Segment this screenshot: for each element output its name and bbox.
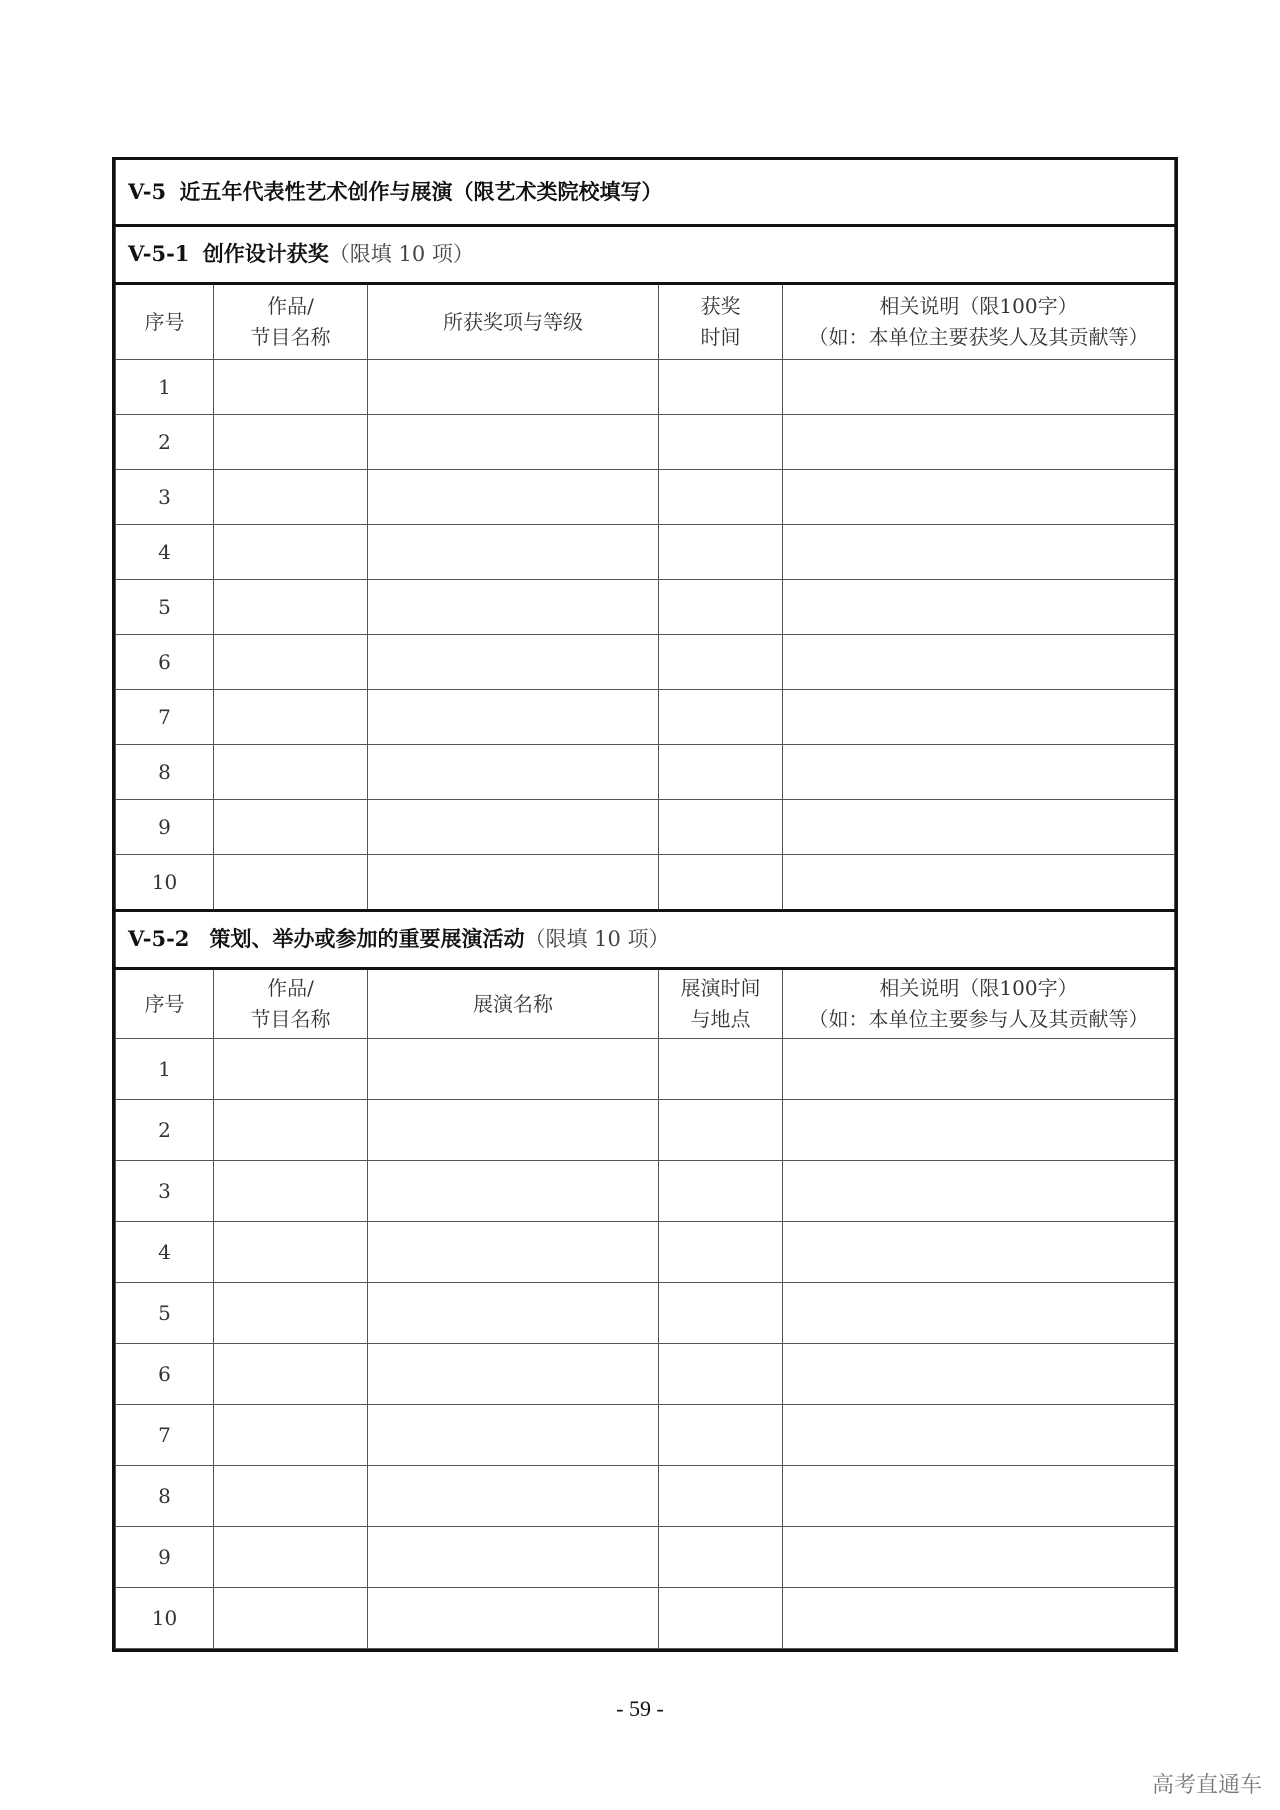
empty-cell[interactable] xyxy=(214,1527,368,1588)
empty-cell[interactable] xyxy=(214,360,368,415)
empty-cell[interactable] xyxy=(368,1405,659,1466)
empty-cell[interactable] xyxy=(659,1588,783,1649)
column-header: 所获奖项与等级 xyxy=(368,284,659,360)
empty-cell[interactable] xyxy=(659,1100,783,1161)
row-number: 4 xyxy=(116,525,214,580)
table-row xyxy=(116,1527,1175,1588)
table-row xyxy=(116,1344,1175,1405)
page-number: - 59 - xyxy=(616,1696,664,1721)
row-number: 6 xyxy=(116,635,214,690)
column-header: 作品/ 节目名称 xyxy=(214,969,368,1039)
row-number: 3 xyxy=(116,1161,214,1222)
empty-cell[interactable] xyxy=(368,1527,659,1588)
empty-cell[interactable] xyxy=(783,1161,1175,1222)
empty-cell[interactable] xyxy=(783,415,1175,470)
empty-cell[interactable] xyxy=(659,635,783,690)
empty-cell[interactable] xyxy=(659,1405,783,1466)
empty-cell[interactable] xyxy=(659,1283,783,1344)
empty-cell[interactable] xyxy=(214,635,368,690)
column-header: 展演时间 与地点 xyxy=(659,969,783,1039)
empty-cell[interactable] xyxy=(214,855,368,911)
subsection-1-title: V-5-1 创作设计获奖（限填 10 项） xyxy=(116,226,1175,284)
table-row xyxy=(116,1588,1175,1649)
table-row xyxy=(116,1283,1175,1344)
empty-cell[interactable] xyxy=(368,1161,659,1222)
column-header: 序号 xyxy=(116,284,214,360)
empty-cell[interactable] xyxy=(368,1466,659,1527)
empty-cell[interactable] xyxy=(659,470,783,525)
empty-cell[interactable] xyxy=(783,1405,1175,1466)
empty-cell[interactable] xyxy=(659,800,783,855)
empty-cell[interactable] xyxy=(214,1405,368,1466)
empty-cell[interactable] xyxy=(783,800,1175,855)
empty-cell[interactable] xyxy=(214,580,368,635)
empty-cell[interactable] xyxy=(214,1466,368,1527)
column-header: 展演名称 xyxy=(368,969,659,1039)
table-row xyxy=(116,1039,1175,1100)
row-number: 4 xyxy=(116,1222,214,1283)
row-number: 6 xyxy=(116,1344,214,1405)
row-number: 2 xyxy=(116,1100,214,1161)
empty-cell[interactable] xyxy=(659,745,783,800)
empty-cell[interactable] xyxy=(214,1100,368,1161)
subsection-2-title: V-5-2 策划、举办或参加的重要展演活动（限填 10 项） xyxy=(116,911,1175,969)
table-row xyxy=(116,1405,1175,1466)
empty-cell[interactable] xyxy=(214,470,368,525)
table-row xyxy=(116,1161,1175,1222)
empty-cell[interactable] xyxy=(783,1222,1175,1283)
table-header-1 xyxy=(116,284,1175,360)
empty-cell[interactable] xyxy=(783,580,1175,635)
empty-cell[interactable] xyxy=(783,745,1175,800)
column-header: 序号 xyxy=(116,969,214,1039)
table-row xyxy=(116,855,1175,911)
empty-cell[interactable] xyxy=(368,1222,659,1283)
table-row xyxy=(116,1100,1175,1161)
empty-cell[interactable] xyxy=(368,635,659,690)
table-row xyxy=(116,525,1175,580)
table-row xyxy=(116,635,1175,690)
column-header: 相关说明（限100字） （如：本单位主要获奖人及其贡献等） xyxy=(783,284,1175,360)
row-number: 10 xyxy=(116,855,214,911)
row-number: 5 xyxy=(116,1283,214,1344)
empty-cell[interactable] xyxy=(368,580,659,635)
table-row xyxy=(116,470,1175,525)
empty-cell[interactable] xyxy=(214,1039,368,1100)
empty-cell[interactable] xyxy=(214,1344,368,1405)
empty-cell[interactable] xyxy=(368,1100,659,1161)
column-header: 获奖 时间 xyxy=(659,284,783,360)
row-number: 1 xyxy=(116,1039,214,1100)
row-number: 7 xyxy=(116,1405,214,1466)
empty-cell[interactable] xyxy=(783,1588,1175,1649)
empty-cell[interactable] xyxy=(783,1344,1175,1405)
table-row xyxy=(116,415,1175,470)
empty-cell[interactable] xyxy=(368,1283,659,1344)
form-table xyxy=(112,157,1178,1652)
empty-cell[interactable] xyxy=(368,855,659,911)
row-number: 8 xyxy=(116,1466,214,1527)
empty-cell[interactable] xyxy=(659,1039,783,1100)
empty-cell[interactable] xyxy=(214,800,368,855)
table-row xyxy=(116,360,1175,415)
row-number: 8 xyxy=(116,745,214,800)
empty-cell[interactable] xyxy=(783,690,1175,745)
row-number: 3 xyxy=(116,470,214,525)
table-row xyxy=(116,580,1175,635)
empty-cell[interactable] xyxy=(783,1466,1175,1527)
empty-cell[interactable] xyxy=(368,1588,659,1649)
empty-cell[interactable] xyxy=(783,1100,1175,1161)
row-number: 2 xyxy=(116,415,214,470)
empty-cell[interactable] xyxy=(368,690,659,745)
row-number: 9 xyxy=(116,1527,214,1588)
empty-cell[interactable] xyxy=(659,855,783,911)
empty-cell[interactable] xyxy=(783,470,1175,525)
table-row xyxy=(116,1222,1175,1283)
empty-cell[interactable] xyxy=(659,525,783,580)
empty-cell[interactable] xyxy=(214,1283,368,1344)
empty-cell[interactable] xyxy=(659,580,783,635)
empty-cell[interactable] xyxy=(214,1588,368,1649)
empty-cell[interactable] xyxy=(659,1161,783,1222)
watermark: 高考直通车 xyxy=(1152,1773,1263,1798)
column-header: 相关说明（限100字） （如：本单位主要参与人及其贡献等） xyxy=(783,969,1175,1039)
empty-cell[interactable] xyxy=(214,745,368,800)
empty-cell[interactable] xyxy=(659,1466,783,1527)
empty-cell[interactable] xyxy=(368,1344,659,1405)
empty-cell[interactable] xyxy=(659,690,783,745)
table-row xyxy=(116,800,1175,855)
table-row xyxy=(116,690,1175,745)
table-row xyxy=(116,1466,1175,1527)
empty-cell[interactable] xyxy=(214,415,368,470)
empty-cell[interactable] xyxy=(783,1283,1175,1344)
empty-cell[interactable] xyxy=(783,360,1175,415)
row-number: 7 xyxy=(116,690,214,745)
empty-cell[interactable] xyxy=(783,1527,1175,1588)
empty-cell[interactable] xyxy=(783,855,1175,911)
empty-cell[interactable] xyxy=(659,360,783,415)
empty-cell[interactable] xyxy=(659,1527,783,1588)
empty-cell[interactable] xyxy=(214,525,368,580)
empty-cell[interactable] xyxy=(368,360,659,415)
empty-cell[interactable] xyxy=(659,1344,783,1405)
empty-cell[interactable] xyxy=(368,525,659,580)
empty-cell[interactable] xyxy=(214,690,368,745)
empty-cell[interactable] xyxy=(783,1039,1175,1100)
empty-cell[interactable] xyxy=(368,1039,659,1100)
empty-cell[interactable] xyxy=(214,1222,368,1283)
empty-cell[interactable] xyxy=(783,635,1175,690)
empty-cell[interactable] xyxy=(368,745,659,800)
empty-cell[interactable] xyxy=(659,1222,783,1283)
column-header: 作品/ 节目名称 xyxy=(214,284,368,360)
empty-cell[interactable] xyxy=(368,470,659,525)
row-number: 9 xyxy=(116,800,214,855)
row-number: 10 xyxy=(116,1588,214,1649)
section-title: V-5 近五年代表性艺术创作与展演（限艺术类院校填写） xyxy=(116,160,1175,226)
empty-cell[interactable] xyxy=(214,1161,368,1222)
empty-cell[interactable] xyxy=(659,415,783,470)
empty-cell[interactable] xyxy=(783,525,1175,580)
row-number: 5 xyxy=(116,580,214,635)
empty-cell[interactable] xyxy=(368,800,659,855)
row-number: 1 xyxy=(116,360,214,415)
table-header-2 xyxy=(116,969,1175,1039)
empty-cell[interactable] xyxy=(368,415,659,470)
table-row xyxy=(116,745,1175,800)
